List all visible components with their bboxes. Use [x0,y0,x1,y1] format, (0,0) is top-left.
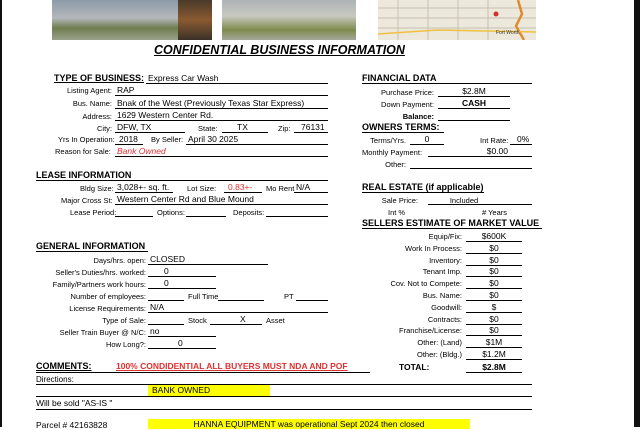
train-line [148,336,216,337]
bus-name-line [115,108,328,109]
train-label: Seller Train Buyer @ N/C: [59,328,146,337]
market-row-label: Contracts: [427,314,462,324]
pt-line [296,300,328,301]
asset-checkmark: X [240,314,246,324]
re-sale-value: Included [449,196,479,205]
financial-header: FINANCIAL DATA [362,73,437,83]
map-label: Fort Worth [496,30,520,36]
page-title: CONFIDENTIAL BUSINESS INFORMATION [154,43,405,57]
real-estate-header-rule [362,192,484,193]
purchase-value: $2.8M [462,86,486,96]
listing-agent-line [115,95,328,96]
photo-car-wash-1 [52,0,178,40]
cross-value: Western Center Rd and Blue Mound [117,194,254,204]
monthly-label: Monthly Payment: [362,148,423,157]
fulltime-label: Full Time [188,292,219,301]
yrs-operation-label: Yrs In Operation: [58,135,115,144]
market-row-value: $0 [489,325,499,336]
general-header-rule [36,251,148,252]
lease-header-rule [36,180,328,181]
bldg-line [115,192,173,193]
sale-type-line [148,324,184,325]
address-value: 1629 Western Center Rd. [117,110,214,120]
fulltime-line [218,300,264,301]
market-row-label: Other: (Land) [417,338,462,348]
duties-label: Seller's Duties/hrs. worked: [55,268,146,277]
stock-label: Stock [188,316,207,325]
directions-rule [36,384,532,385]
market-row-value: $1.2M [482,349,506,359]
business-type-line [146,83,328,84]
market-row-label: Cov. Not to Compete: [390,279,462,289]
options-label: Options: [157,208,185,217]
market-row-value: $ [491,301,497,312]
bldg-value: 3,028+- sq. ft. [117,182,170,192]
window-edge-right [634,0,640,427]
market-header: SELLERS ESTIMATE OF MARKET VALUE [362,218,540,228]
address-line [115,120,328,121]
market-row-value: $0 [489,254,499,265]
license-value: N/A [150,302,165,312]
general-header: GENERAL INFORMATION [36,241,146,251]
location-map [378,0,536,40]
market-row-label: Bus. Name: [422,291,462,300]
purchase-label: Purchase Price: [381,88,434,97]
real-estate-header: REAL ESTATE (if applicable) [362,182,484,192]
address-label: Address: [82,112,112,121]
state-value: TX [237,122,248,132]
deposits-label: Deposits: [233,208,265,217]
by-seller-line [186,144,328,145]
bank-owned-rule [36,396,532,397]
market-row-value: $0 [489,266,499,277]
yrs-operation-value: 2018 [119,134,138,144]
market-row-label: Other: (Bldg.) [416,350,462,359]
rent-value: N/A [296,182,311,192]
bus-name-label: Bus. Name: [72,99,112,108]
lease-period-line [115,216,153,217]
terms-line [410,144,444,145]
days-open-line [148,264,268,265]
family-line [148,288,216,289]
owners-header: OWNERS TERMS: [362,122,440,132]
terms-label: Terms/Yrs. [370,136,406,145]
howlong-value: 0 [178,338,183,348]
cross-label: Major Cross St: [61,196,113,205]
lot-line [224,192,262,193]
bldg-label: Bldg Size: [80,184,114,193]
owners-header-rule [362,132,444,133]
as-is-rule [36,409,532,410]
total-label: TOTAL: [399,362,430,372]
by-seller-label: By Seller: [151,135,184,144]
down-value: CASH [461,98,487,108]
re-sale-label: Sale Price: [381,196,418,205]
bus-name-value: Bnak of the West (Previously Texas Star Express) [117,98,305,108]
int-rate-label: Int Rate: [480,136,509,145]
market-row-value: $0 [489,290,499,300]
rent-line [294,192,328,193]
city-line [115,132,185,133]
by-seller-value: April 30 2025 [188,134,239,144]
lease-period-label: Lease Period: [70,208,117,217]
purchase-line [438,96,510,97]
owners-other-label: Other: [385,160,406,169]
market-row-label: Equip/Fix: [428,232,462,241]
market-row-label: Goodwill: [431,302,462,312]
market-row-value: $600K [481,231,507,241]
reason-value: Bank Owned [117,146,166,156]
family-label: Family/Partners work hours: [52,280,146,289]
re-sale-line [428,204,532,205]
yrs-operation-line [115,144,143,145]
stock-line [210,324,262,325]
listing-agent-label: Listing Agent: [66,86,112,95]
rent-label: Mo Rent [266,184,295,193]
zip-line [294,132,328,133]
duties-value: 0 [164,266,169,276]
parcel-number: Parcel # 42163828 [36,420,108,430]
photo-car-wash-3 [222,0,356,40]
monthly-value: $0.00 [486,146,508,156]
market-row-line [466,359,522,360]
window-edge-left [0,0,2,427]
market-row-value: $1M [485,337,503,348]
market-row-label: Tenant Imp. [422,267,462,277]
int-rate-line [510,144,532,145]
market-row-value: $0 [489,242,499,253]
train-value: no [150,326,160,336]
lot-value: 0.83+- [228,182,253,192]
howlong-line [148,348,216,349]
lot-label: Lot Size: [187,184,217,193]
deposits-line [266,216,328,217]
total-value: $2.8M [482,362,506,372]
market-row-label: Work In Process: [405,243,462,253]
state-label: State: [198,124,218,133]
zip-label: Zip: [278,124,291,133]
bank-owned-highlight: BANK OWNED [148,385,270,396]
down-line [438,108,510,109]
howlong-label: How Long?: [105,340,146,349]
balance-line [438,120,510,121]
reason-label: Reason for Sale: [55,147,111,156]
options-line [186,216,226,217]
city-label: City: [97,124,112,133]
comments-label: COMMENTS: [36,361,92,371]
total-line [466,372,522,373]
employees-line [148,300,184,301]
market-row-value: $0 [489,278,499,289]
license-line [148,312,328,313]
int-rate-value: 0% [517,134,530,144]
market-row-label: Inventory: [429,255,462,265]
family-value: 0 [164,278,169,288]
down-label: Down Payment: [381,100,434,109]
business-header: TYPE OF BUSINESS: [54,73,145,83]
listing-agent-value: RAP [117,85,135,95]
state-line [222,132,268,133]
comments-rule [36,372,370,373]
lease-header: LEASE INFORMATION [36,170,132,180]
re-int-label: Int % [388,208,406,217]
comments-text: 100% CONDIDENTIAL ALL BUYERS MUST NDA AND POF [116,361,348,371]
re-years-label: # Years [482,208,508,217]
as-is-note: Will be sold "AS-IS " [36,398,113,408]
owners-other-line [410,168,532,169]
duties-line [148,276,216,277]
cross-line [115,204,328,205]
days-open-value: CLOSED [150,254,185,264]
directions-label: Directions: [36,375,74,384]
city-value: DFW, TX [117,122,152,132]
monthly-line [428,156,532,157]
market-header-rule [362,228,542,229]
market-row-label: Franchise/License: [399,326,462,336]
terms-value: 0 [424,134,430,144]
financial-header-rule [362,83,532,84]
photo-car-wash-2 [178,0,212,40]
pt-label: PT [284,292,294,301]
market-row-value: $0 [489,313,499,324]
employees-label: Number of employees: [70,292,146,301]
days-open-label: Days/hrs. open: [93,256,146,265]
balance-label: Balance: [402,112,434,121]
hanna-equipment-note: HANNA EQUIPMENT was operational Sept 2024 then closed [148,419,470,429]
zip-value: 76131 [301,122,325,132]
sale-type-label: Type of Sale: [102,316,146,325]
asset-label: Asset [266,316,285,325]
license-label: License Requirements: [69,304,146,313]
reason-line [115,156,328,157]
business-type: Express Car Wash [148,73,219,83]
